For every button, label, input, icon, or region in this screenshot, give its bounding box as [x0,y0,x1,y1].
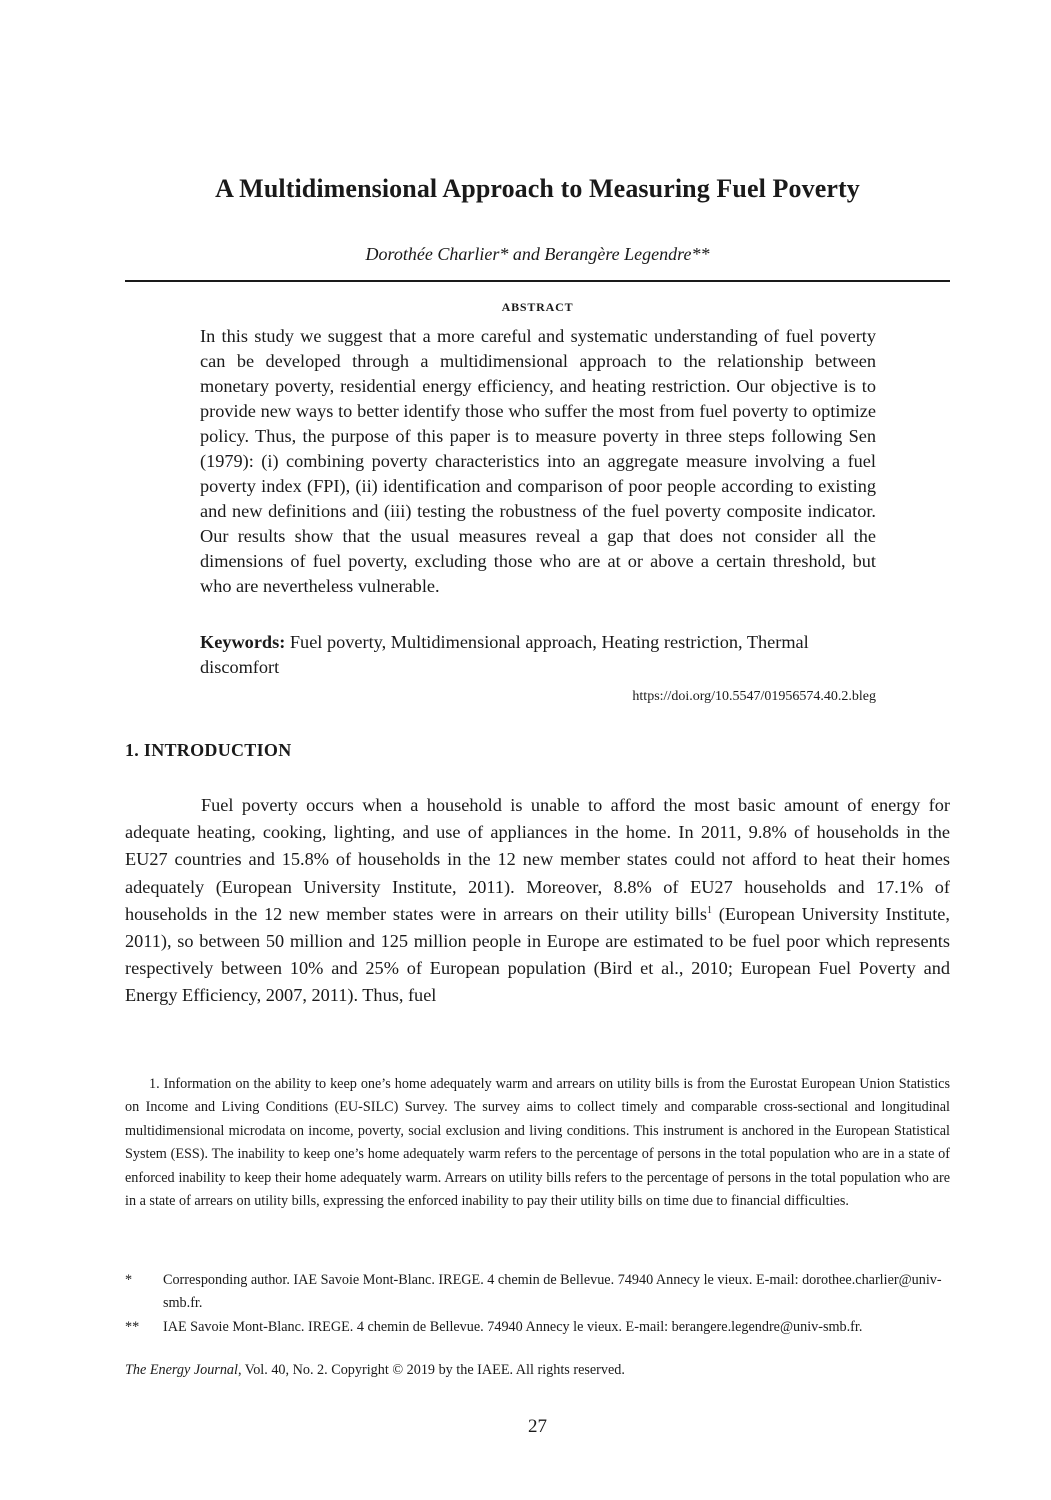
keywords-label: Keywords: [200,632,286,652]
abstract-heading: ABSTRACT [501,300,574,314]
page-number: 27 [528,1416,547,1437]
section-heading: 1. INTRODUCTION [125,740,292,760]
copyright-text: , Vol. 40, No. 2. Copyright © 2019 by the IAEE. All rights reserved. [237,1362,625,1378]
intro-text-part1: Fuel poverty occurs when a household is unable to afford the most basic amount of energy for adequate heating, cooking, lighting, and use of appliances in the home. In 2011, 9.8% of households in the EU27 countries and 15.8% of households in the 12 new member states could not afford to heat their homes adequately (European University Institute, 2011). Moreover, 8.8% of EU27 households and 17.1% of households in the 12 new member states were in arrears on their utility bills [125,795,950,924]
doi-link[interactable]: https://doi.org/10.5547/01956574.40.2.bleg [632,689,876,704]
author-line: Dorothée Charlier* and Berangère Legendre** [365,244,710,264]
introduction-paragraph [125,792,950,1010]
footnote-1: 1. Information on the ability to keep one’s home adequately warm and arrears on utility bills is from the Eurostat European Union Statistics on Income and Living Conditions (EU-SILC) Survey. The survey aims to collect timely and comparable cross-sectional and longitudinal multidimensional microdata on income, poverty, social exclusion and living conditions. This instrument is anchored in the European Statistical System (ESS). The inability to keep one’s home adequately warm refers to the percentage of persons in the total population who are in a state of enforced inability to keep their home adequately warm. Arrears on utility bills refers to the percentage of persons in the total population who are in a state of arrears on utility bills, expressing the enforced inability to pay their utility bills on time due to financial difficulties. [125,1076,950,1210]
keywords-text: Fuel poverty, Multidimensional approach, Heating restriction, Thermal discomfort [200,632,809,677]
author-note-1 [125,1269,950,1316]
author-note-marker: * [125,1272,133,1288]
author-note-2 [125,1316,950,1339]
intro-text-part2: (European University Institute, 2011), so between 50 million and 125 million people in Europe are estimated to be fuel poor which represents respectively between 10% and 25% of European population (Bird et al., 2010; European Fuel Poverty and Energy Efficiency, 2007, 2011). Thus, fuel [125,903,950,1006]
author-note-text: Corresponding author. IAE Savoie Mont-Blanc. IREGE. 4 chemin de Bellevue. 74940 Annecy le vieux. E-mail: dorothee.charlier@univ-smb.fr. [163,1272,942,1312]
author-note-marker: ** [125,1319,140,1335]
title-divider [125,280,950,282]
journal-name: The Energy Journal [125,1362,238,1378]
footnote-reference[interactable]: 1 [707,904,712,916]
author-note-text: IAE Savoie Mont-Blanc. IREGE. 4 chemin de Bellevue. 74940 Annecy le vieux. E-mail: berangere.legendre@univ-smb.fr. [163,1319,863,1335]
abstract-text: In this study we suggest that a more careful and systematic understanding of fuel poverty can be developed through a multidimensional approach to the relationship between monetary poverty, residential energy efficiency, and heating restriction. Our objective is to provide new ways to better identify those who suffer the most from fuel poverty to optimize policy. Thus, the purpose of this paper is to measure poverty in three steps following Sen (1979): (i) combining poverty characteristics into an aggregate measure involving a fuel poverty index (FPI), (ii) identification and comparison of poor people according to existing and new definitions and (iii) testing the robustness of the fuel poverty composite indicator. Our results show that the usual measures reveal a gap that does not consider all the dimensions of fuel poverty, excluding those who are at or above a certain threshold, but who are nevertheless vulnerable. [200,326,876,596]
keywords [200,630,876,680]
paper-title: A Multidimensional Approach to Measuring Fuel Poverty [215,174,860,203]
copyright-line [125,1362,625,1379]
